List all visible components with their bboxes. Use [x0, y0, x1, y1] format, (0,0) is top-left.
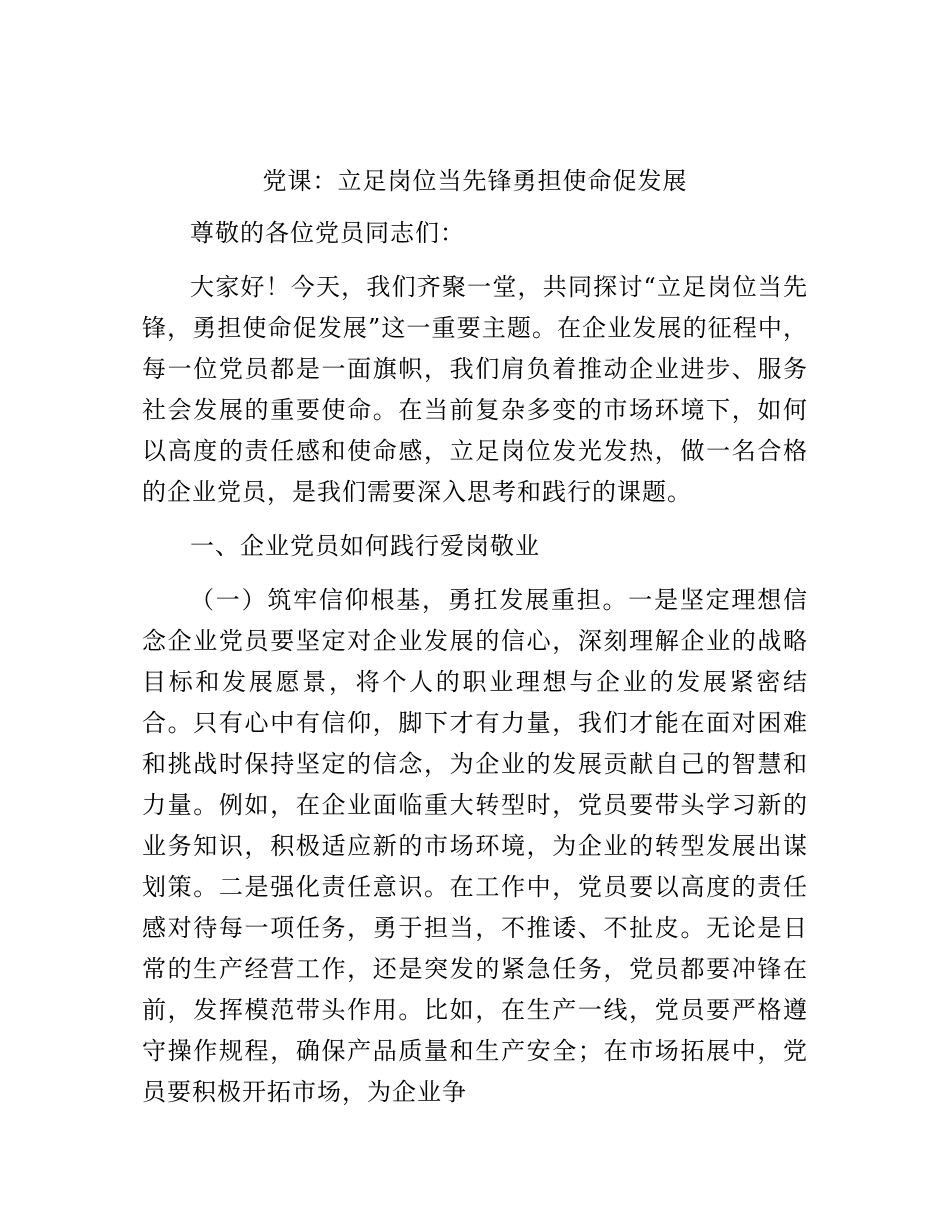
greeting: 尊敬的各位党员同志们：: [190, 219, 465, 247]
document-title: 党课：立足岗位当先锋勇担使命促发展: [262, 167, 688, 195]
paragraph-intro: 大家好！今天，我们齐聚一堂，共同探讨“立足岗位当先锋，勇担使命促发展”这一重要主题。在企业发展的征程中，每一位党员都是一面旗帜，我们肩负着推动企业进步、服务社会发展的重要使命。在当前复杂多变的市场环境下，如何以高度的责任感和使命感，立足岗位发光发热，做一名合格的企业党员，是我们需要深入思考和践行的课题。: [142, 273, 808, 506]
section-heading-1: 一、企业党员如何践行爱岗敬业: [190, 532, 540, 560]
document-body: [142, 183, 808, 1113]
paragraph-section-1-1: （一）筑牢信仰根基，勇扛发展重担。一是坚定理想信念企业党员要坚定对企业发展的信心，深刻理解企业的战略目标和发展愿景，将个人的职业理想与企业的发展紧密结合。只有心中有信仰，脚下才有力量，我们才能在面对困难和挑战时保持坚定的信念，为企业的发展贡献自己的智慧和力量。例如，在企业面临重大转型时，党员要带头学习新的业务知识，积极适应新的市场环境，为企业的转型发展出谋划策。二是强化责任意识。在工作中，党员要以高度的责任感对待每一项任务，勇于担当，不推诿、不扯皮。无论是日常的生产经营工作，还是突发的紧急任务，党员都要冲锋在前，发挥模范带头作用。比如，在生产一线，党员要严格遵守操作规程，确保产品质量和生产安全；在市场拓展中，党员要积极开拓市场，为企业争: [142, 586, 808, 1106]
